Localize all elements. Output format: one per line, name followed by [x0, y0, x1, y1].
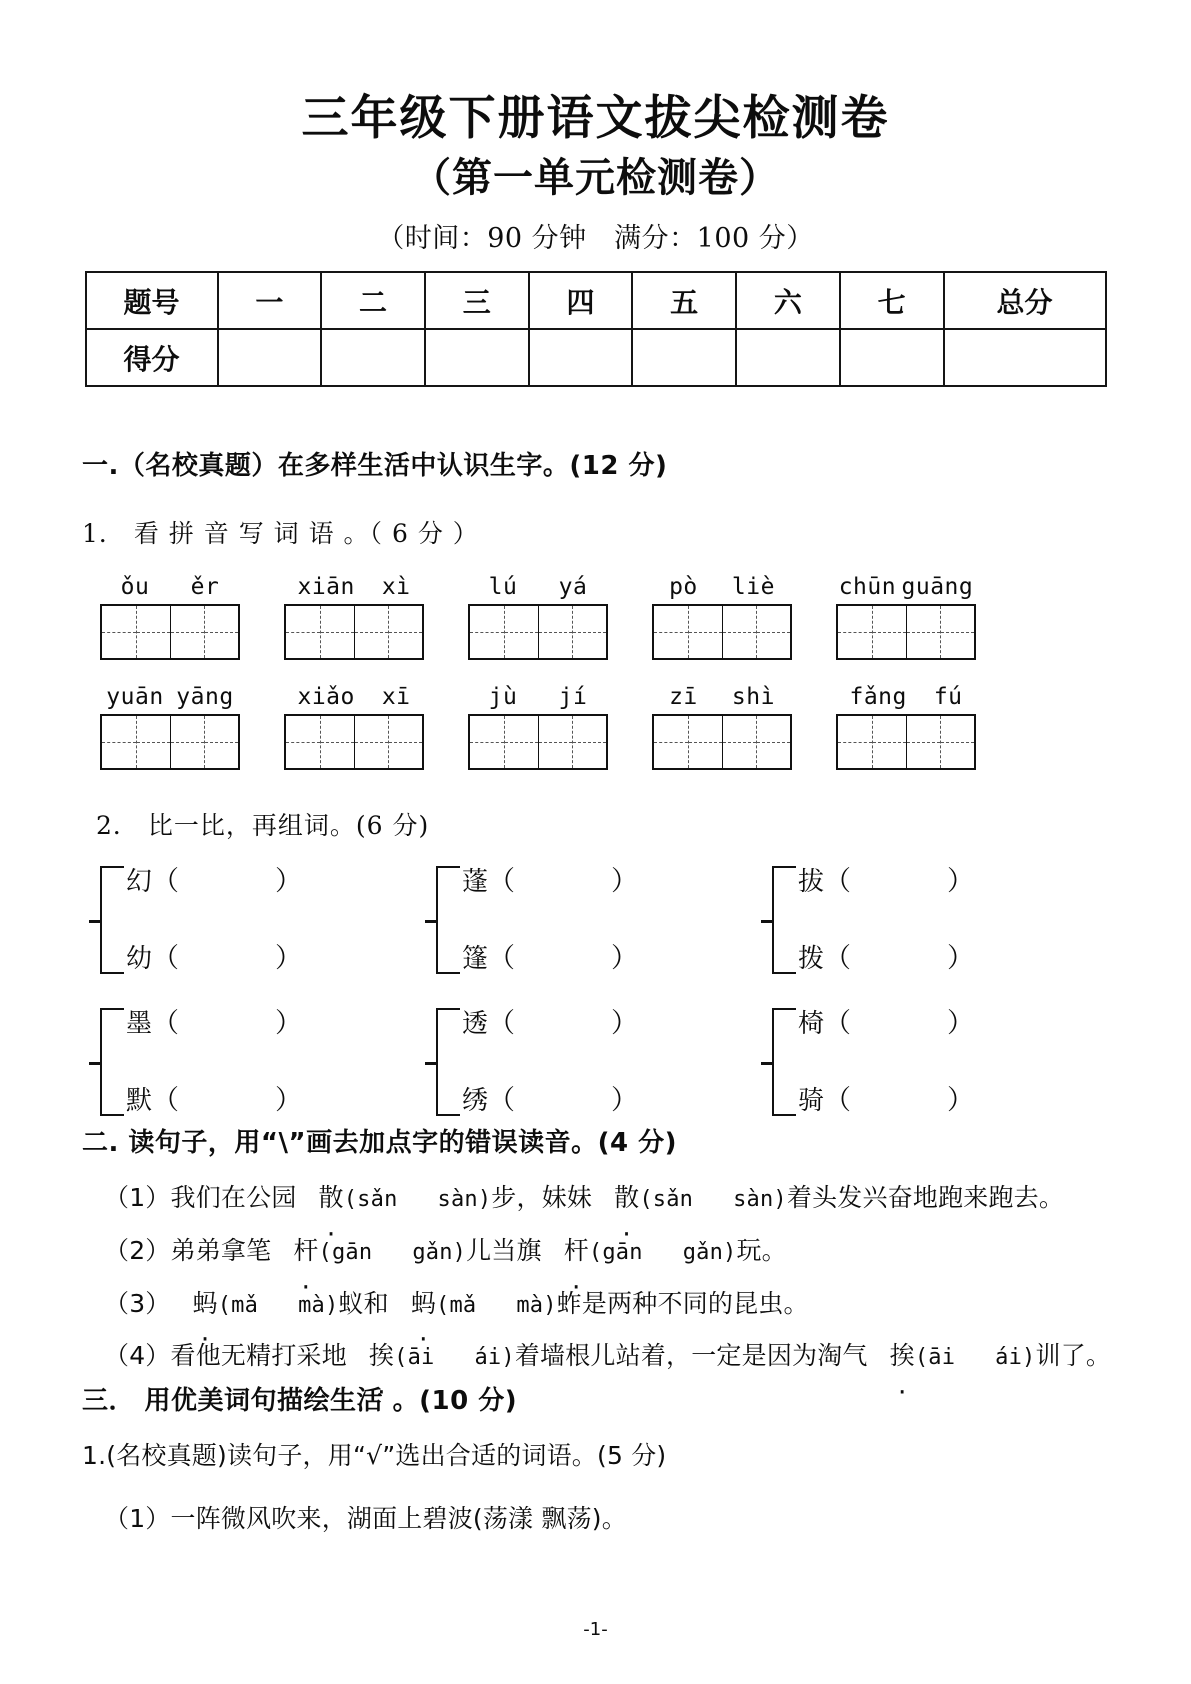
grid-cell[interactable]: [722, 716, 756, 768]
character-grid[interactable]: [836, 604, 976, 660]
dotted-character[interactable]: 蚂: [410, 1288, 437, 1318]
paren-open: （: [824, 1008, 852, 1040]
score-cell-4[interactable]: [529, 329, 633, 386]
sentence-text: 步，妹妹: [491, 1183, 593, 1213]
compare-item[interactable]: [462, 866, 639, 898]
paren-open: （: [152, 866, 180, 898]
section-2-items: [0, 1179, 1191, 1376]
pinyin-option[interactable]: gǎn): [412, 1239, 467, 1265]
pinyin-label: [836, 574, 976, 604]
pinyin-syllable: lú: [488, 574, 518, 601]
pinyin-option[interactable]: mà): [298, 1292, 339, 1318]
bracket-icon: [436, 866, 460, 974]
bracket-icon: [100, 1008, 124, 1116]
pinyin-row-2: [100, 684, 1191, 770]
table-row-question-numbers: [86, 272, 1106, 329]
grid-cell[interactable]: [170, 606, 204, 658]
grid-cell[interactable]: [654, 716, 688, 768]
grid-cell[interactable]: [204, 606, 238, 658]
pinyin-syllable: yuān: [106, 684, 164, 711]
character-grid[interactable]: [836, 714, 976, 770]
score-cell-1[interactable]: [218, 329, 322, 386]
paren-close: ）: [947, 1085, 975, 1117]
dotted-character[interactable]: 杆: [563, 1235, 589, 1265]
score-table-col-3: 三: [425, 272, 529, 329]
pinyin-option[interactable]: (sǎn: [639, 1187, 694, 1213]
section-3-q1-item-1: （1）一阵微风吹来，湖面上碧波(荡漾 飘荡)。: [104, 1503, 627, 1533]
pinyin-syllable: fú: [933, 684, 963, 711]
pinyin-option[interactable]: (āi: [914, 1345, 956, 1371]
bracket-icon: [772, 866, 796, 974]
grid-cell[interactable]: [538, 606, 572, 658]
page-number: -1-: [583, 1619, 608, 1640]
compare-item[interactable]: [126, 943, 303, 975]
sentence-text: 我们在公园: [170, 1183, 297, 1213]
paren-close: ）: [947, 1008, 975, 1040]
grid-cell[interactable]: [170, 716, 204, 768]
pinyin-syllable: guāng: [901, 574, 974, 601]
compare-group: [772, 866, 974, 974]
score-table-wrapper: [85, 271, 1107, 387]
pinyin-option[interactable]: (mǎ: [217, 1292, 259, 1318]
pinyin-group: [468, 574, 608, 660]
section-2-heading: 二. 读句子，用“\”画去加点字的错误读音。(4 分): [82, 1128, 678, 1159]
compare-character: 透: [462, 1009, 489, 1040]
grid-cell[interactable]: [756, 606, 790, 658]
section-1-q1-heading: 1． 看 拼 音 写 词 语 。（ 6 分 ）: [82, 519, 479, 549]
paren-close: ）: [275, 1085, 303, 1117]
score-table-col-2: 二: [321, 272, 425, 329]
score-cell-7[interactable]: [840, 329, 944, 386]
pinyin-group: [652, 574, 792, 660]
grid-cell[interactable]: [320, 606, 354, 658]
pinyin-option[interactable]: (gān: [318, 1239, 373, 1265]
grid-cell[interactable]: [388, 606, 422, 658]
dotted-character[interactable]: 挨: [368, 1341, 395, 1371]
paren-open: （: [488, 1085, 516, 1117]
section-2-item: [0, 1179, 1191, 1218]
score-cell-6[interactable]: [736, 329, 840, 386]
score-cell-2[interactable]: [321, 329, 425, 386]
grid-cell[interactable]: [572, 716, 606, 768]
page-subtitle: （第一单元检测卷）: [411, 155, 780, 202]
compare-item[interactable]: [798, 866, 975, 898]
compare-group: [436, 1008, 638, 1116]
compare-character: 篷: [462, 944, 489, 975]
compare-item[interactable]: [126, 1008, 303, 1040]
paren-open: （: [152, 1008, 180, 1040]
paren-close: ）: [275, 866, 303, 898]
paren-close: ）: [611, 943, 639, 975]
dotted-character[interactable]: 散: [614, 1183, 640, 1213]
compare-group: [772, 1008, 974, 1116]
dotted-character[interactable]: 杆: [293, 1235, 319, 1265]
grid-cell[interactable]: [940, 716, 974, 768]
grid-cell[interactable]: [838, 716, 872, 768]
pinyin-group: [468, 684, 608, 770]
pinyin-group: [100, 684, 240, 770]
grid-cell[interactable]: [722, 606, 756, 658]
character-grid[interactable]: [468, 604, 608, 660]
grid-cell[interactable]: [320, 716, 354, 768]
grid-cell[interactable]: [872, 716, 906, 768]
bracket-icon: [772, 1008, 796, 1116]
character-grid[interactable]: [284, 714, 424, 770]
pinyin-group: [652, 684, 792, 770]
dotted-character[interactable]: 蚂: [192, 1288, 218, 1318]
pinyin-option[interactable]: (mǎ: [436, 1292, 477, 1318]
compare-group: [100, 1008, 302, 1116]
grid-cell[interactable]: [940, 606, 974, 658]
bracket-icon: [100, 866, 124, 974]
grid-cell[interactable]: [538, 716, 572, 768]
pinyin-group: [284, 684, 424, 770]
compare-character: 默: [126, 1086, 153, 1117]
grid-cell[interactable]: [756, 716, 790, 768]
score-table-col-7: 七: [840, 272, 944, 329]
grid-cell[interactable]: [872, 606, 906, 658]
compare-character: 绣: [462, 1086, 489, 1117]
item-number: （2）: [104, 1235, 171, 1265]
character-grid[interactable]: [100, 714, 240, 770]
compare-character: 椅: [798, 1009, 825, 1040]
section-1-heading: 一.（名校真题）在多样生活中认识生字。(12 分): [82, 451, 668, 482]
score-table-total-label: 总分: [944, 272, 1106, 329]
compare-items: [462, 866, 639, 975]
pinyin-syllable: yá: [558, 574, 588, 601]
character-grid[interactable]: [100, 604, 240, 660]
compare-row-1: [100, 866, 1191, 974]
grid-cell[interactable]: [654, 606, 688, 658]
pinyin-syllable: jí: [558, 684, 588, 711]
character-grid[interactable]: [652, 714, 792, 770]
pinyin-label: [468, 684, 608, 714]
table-row-scores: [86, 329, 1106, 386]
grid-cell[interactable]: [102, 716, 136, 768]
score-table: [85, 271, 1107, 387]
sentence-text: 蚱是两种不同的昆虫。: [556, 1288, 809, 1318]
paren-close: ）: [947, 866, 975, 898]
pinyin-syllable: ěr: [190, 574, 220, 601]
character-grid[interactable]: [468, 714, 608, 770]
paren-close: ）: [947, 943, 975, 975]
pinyin-group: [836, 574, 976, 660]
section-2-item: [0, 1285, 1191, 1324]
pinyin-syllable: yāng: [176, 684, 234, 711]
compare-item[interactable]: [462, 1008, 639, 1040]
paren-open: （: [488, 1008, 516, 1040]
paren-close: ）: [275, 943, 303, 975]
pinyin-label: [652, 684, 792, 714]
score-cell-3[interactable]: [425, 329, 529, 386]
sentence-text: 蚁和: [338, 1288, 389, 1318]
score-table-row-label: 题号: [86, 272, 218, 329]
paren-close: ）: [611, 1008, 639, 1040]
grid-cell[interactable]: [906, 606, 940, 658]
compare-item[interactable]: [462, 943, 639, 975]
score-table-col-1: 一: [218, 272, 322, 329]
paren-open: （: [824, 943, 852, 975]
compare-item[interactable]: [798, 1008, 975, 1040]
paren-open: （: [824, 866, 852, 898]
compare-character: 幻: [126, 867, 153, 898]
pinyin-label: [652, 574, 792, 604]
grid-cell[interactable]: [504, 606, 538, 658]
compare-group: [100, 866, 302, 974]
grid-cell[interactable]: [470, 716, 504, 768]
grid-cell[interactable]: [136, 606, 170, 658]
pinyin-option[interactable]: sàn): [437, 1187, 492, 1213]
compare-items: [126, 866, 303, 975]
grid-cell[interactable]: [286, 606, 320, 658]
character-grid[interactable]: [284, 604, 424, 660]
pinyin-syllable: jù: [488, 684, 518, 711]
paren-close: ）: [611, 1085, 639, 1117]
section-1-q2-heading: 2． 比一比，再组词。(6 分): [96, 811, 430, 841]
character-grid[interactable]: [652, 604, 792, 660]
sentence-text: 看他无精打采地: [170, 1341, 347, 1371]
exam-info: （时间：90 分钟 满分：100 分）: [377, 223, 814, 255]
pinyin-syllable: xī: [381, 684, 411, 711]
grid-cell[interactable]: [102, 606, 136, 658]
pinyin-writing-exercise: [0, 574, 1191, 770]
score-table-col-6: 六: [736, 272, 840, 329]
sentence-text: 儿当旗: [466, 1235, 542, 1265]
pinyin-syllable: fǎng: [849, 684, 907, 711]
sentence-text: 着墙根儿站着，一定是因为淘气: [514, 1341, 868, 1371]
pinyin-syllable: shì: [731, 684, 775, 711]
pinyin-option[interactable]: sàn): [733, 1187, 787, 1213]
compare-item[interactable]: [462, 1085, 639, 1117]
pinyin-syllable: pò: [669, 574, 698, 601]
score-table-col-5: 五: [632, 272, 736, 329]
pinyin-option[interactable]: (sǎn: [343, 1187, 398, 1213]
compare-character: 幼: [126, 944, 153, 975]
grid-cell[interactable]: [286, 716, 320, 768]
compare-items: [798, 866, 975, 975]
compare-items: [462, 1008, 639, 1117]
pinyin-label: [284, 574, 424, 604]
pinyin-label: [100, 684, 240, 714]
grid-cell[interactable]: [136, 716, 170, 768]
compare-character: 蓬: [462, 867, 489, 898]
compare-characters-exercise: [0, 866, 1191, 1116]
score-table-row-label-score: 得分: [86, 329, 218, 386]
pinyin-syllable: liè: [731, 574, 775, 601]
item-number: （3）: [104, 1288, 171, 1318]
pinyin-option[interactable]: (āi: [394, 1345, 435, 1371]
grid-cell[interactable]: [470, 606, 504, 658]
sentence-text: 训了。: [1035, 1341, 1112, 1371]
pinyin-label: [836, 684, 976, 714]
grid-cell[interactable]: [388, 716, 422, 768]
compare-character: 拔: [798, 867, 825, 898]
compare-group: [436, 866, 638, 974]
dotted-character[interactable]: 散: [318, 1183, 344, 1213]
section-2-item: [0, 1337, 1191, 1376]
pinyin-syllable: xì: [381, 574, 411, 601]
bracket-icon: [436, 1008, 460, 1116]
grid-cell[interactable]: [204, 716, 238, 768]
pinyin-group: [836, 684, 976, 770]
compare-character: 拨: [798, 944, 825, 975]
pinyin-syllable: xiǎo: [297, 684, 355, 711]
grid-cell[interactable]: [572, 606, 606, 658]
pinyin-row-1: [100, 574, 1191, 660]
pinyin-option[interactable]: (gān: [588, 1239, 643, 1265]
pinyin-option[interactable]: ái): [995, 1345, 1036, 1371]
paren-open: （: [152, 1085, 180, 1117]
grid-cell[interactable]: [354, 606, 388, 658]
sentence-text: 玩。: [736, 1235, 787, 1265]
score-table-col-4: 四: [529, 272, 633, 329]
grid-cell[interactable]: [504, 716, 538, 768]
pinyin-option[interactable]: ái): [474, 1345, 515, 1371]
pinyin-syllable: zī: [669, 684, 698, 711]
sentence-text: 着头发兴奋地跑来跑去。: [786, 1183, 1065, 1213]
item-number: （4）: [104, 1341, 171, 1371]
grid-cell[interactable]: [688, 606, 722, 658]
pinyin-label: [468, 574, 608, 604]
compare-items: [798, 1008, 975, 1117]
pinyin-option[interactable]: gǎn): [682, 1239, 737, 1265]
pinyin-option[interactable]: mà): [516, 1292, 557, 1318]
page-title: 三年级下册语文拔尖检测卷: [301, 91, 890, 146]
pinyin-group: [100, 574, 240, 660]
pinyin-syllable: xiān: [297, 574, 355, 601]
grid-cell[interactable]: [354, 716, 388, 768]
section-3-q1-heading: 1.(名校真题)读句子，用“√”选出合适的词语。(5 分): [82, 1441, 667, 1471]
compare-item[interactable]: [126, 866, 303, 898]
dotted-character[interactable]: 挨: [889, 1341, 915, 1371]
compare-character: 骑: [798, 1086, 825, 1117]
compare-row-2: [100, 1008, 1191, 1116]
item-number: （1）: [104, 1183, 171, 1213]
score-cell-5[interactable]: [632, 329, 736, 386]
paren-open: （: [152, 943, 180, 975]
grid-cell[interactable]: [906, 716, 940, 768]
paren-open: （: [488, 866, 516, 898]
pinyin-syllable: ǒu: [120, 574, 150, 601]
pinyin-group: [284, 574, 424, 660]
paren-open: （: [824, 1085, 852, 1117]
pinyin-label: [100, 574, 240, 604]
compare-items: [126, 1008, 303, 1117]
compare-item[interactable]: [798, 1085, 975, 1117]
score-cell-total[interactable]: [944, 329, 1106, 386]
compare-character: 墨: [126, 1009, 153, 1040]
section-2-item: [0, 1232, 1191, 1271]
grid-cell[interactable]: [838, 606, 872, 658]
compare-item[interactable]: [126, 1085, 303, 1117]
sentence-text: 弟弟拿笔: [170, 1235, 272, 1265]
pinyin-label: [284, 684, 424, 714]
grid-cell[interactable]: [688, 716, 722, 768]
section-3-heading: 三． 用优美词句描绘生活 。(10 分): [82, 1386, 518, 1417]
paren-close: ）: [611, 866, 639, 898]
paren-open: （: [488, 943, 516, 975]
paren-close: ）: [275, 1008, 303, 1040]
pinyin-syllable: chūn: [838, 574, 897, 601]
compare-item[interactable]: [798, 943, 975, 975]
